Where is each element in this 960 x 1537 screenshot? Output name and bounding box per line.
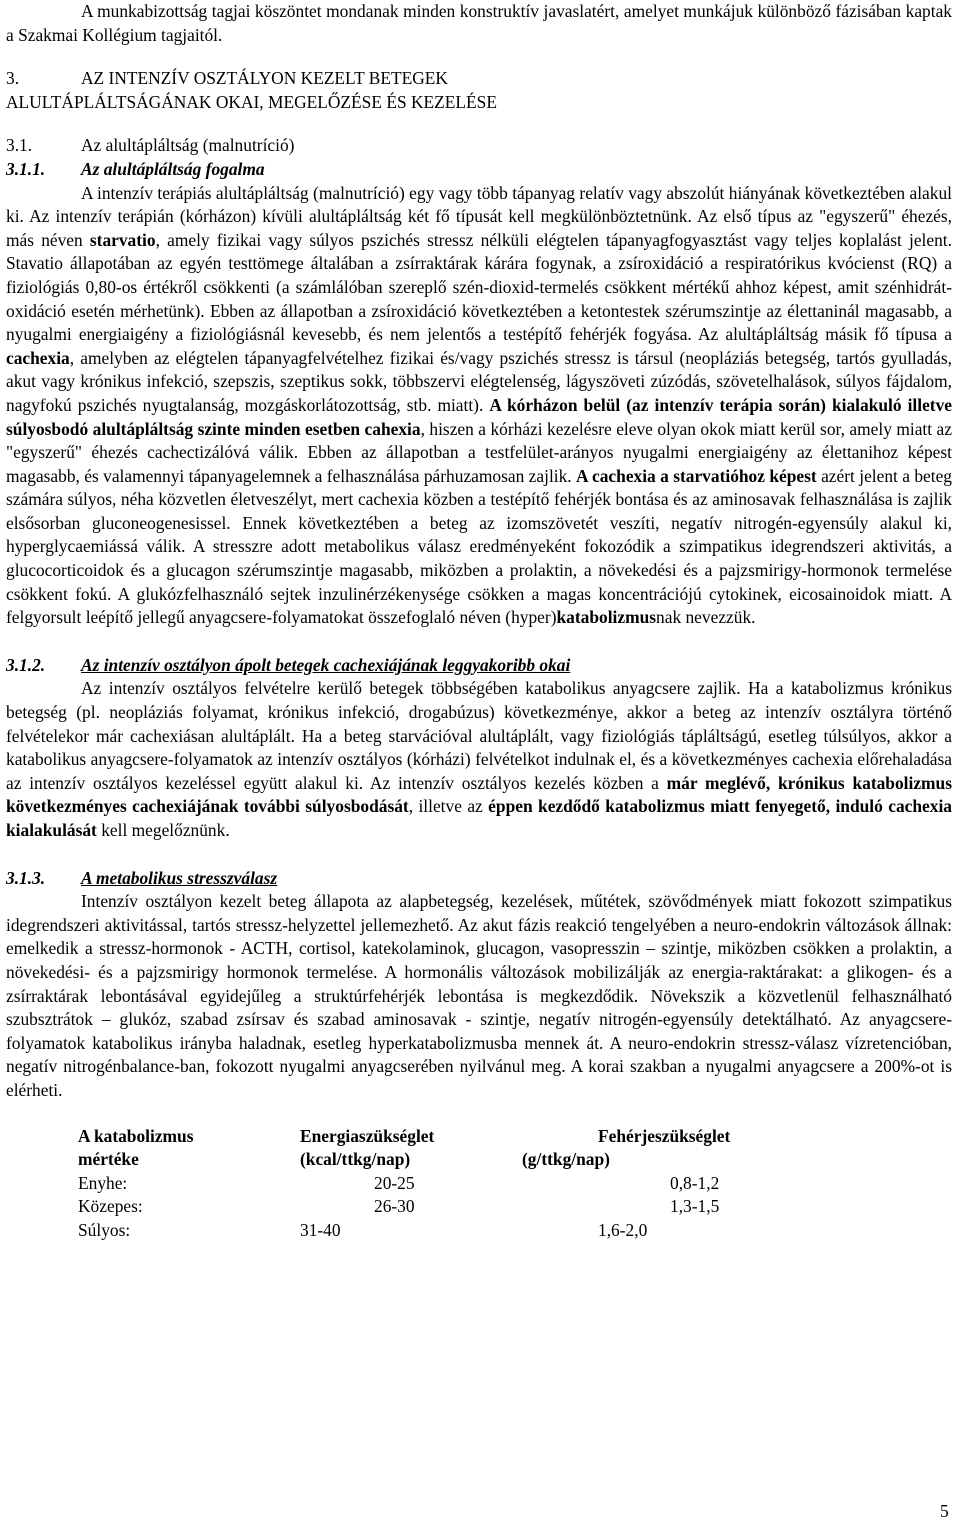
page-number: 5 (940, 1501, 949, 1521)
catabolism-table (78, 1125, 730, 1243)
table-row: Enyhe: 20-25 0,8-1,2 (78, 1172, 720, 1193)
intro-paragraph: A munkabizottság tagjai köszöntet mondanak minden konstruktív javaslatért, amelyet munkájuk különböző fázisában kaptak a Szakmai Kollégium tagjaitól. (6, 1, 952, 45)
section-number: 3.1.3. (6, 867, 46, 888)
table-header-row (78, 1125, 730, 1172)
chapter-heading (6, 67, 952, 114)
table-row: Súlyos: 31-40 1,6-2,0 (78, 1219, 648, 1240)
section-heading-3-1-1 (6, 158, 952, 182)
section-heading-3-1 (6, 134, 952, 158)
section-heading-3-1-2 (6, 654, 952, 678)
section-number: 3.1.2. (6, 654, 46, 675)
table-header-cell: Energiaszükséglet (kcal/ttkg/nap) (300, 1125, 435, 1170)
section-title: Az alultápláltság fogalma (81, 158, 265, 179)
section-title: A metabolikus stresszválasz (81, 867, 278, 888)
paragraph-3-1-1: A intenzív terápiás alultápláltság (malnutríció) egy vagy több tápanyag relatív vagy abszolút hiányának következtében alakul ki. Az intenzív terápián (kórházon) kívüli alultápláltság két fő típusát kell megkülönböztetnünk. Az első típus az "egyszerű" éhezés, más néven starvatio, amely fizikai vagy súlyos pszichés stressz nélküli elégtelen tápanyagfogyasztást vagy teljes koplalást jelent. Stavatio állapotában az egyén testtömege általában a zsírraktárak kárára fogynak, a zsíroxidáció a respiratórikus kvócienst (RQ) a fiziológiás 0,80-os értékről csökkenti (a számlálóban szereplő szén-dioxid-termelés csökkent mértékű ahhoz képest, amit szénhidrát-oxidáció esetén mérhetünk). Ebben az állapotban a zsíroxidáció következtében a ketontestek szérumszintje az élettaninál magasabb, a nyugalmi energiaigény a fiziológiásnál kevesebb, és nem jelentős a testépítő fehérjék fogyása. Az alultápláltság másik fő típusa a cachexia, amelyben az elégtelen tápanyagfelvételhez fizikai és/vagy pszichés stressz is társul (neopláziás betegség, tartós gyulladás, akut vagy krónikus infekció, szepszis, szeptikus sokk, többszervi elégtelenség, lágyszöveti zúzódás, szövetelhalások, súlyos fájdalom, nagyfokú pszichés nyugtalanság, mozgáskorlátozottság, stb. miatt). A kórházon belül (az intenzív terápia során) kialakuló illetve súlyosbodó alultápláltság szinte minden esetben cahexia, hiszen a kórházi kezelésre eleve olyan okok miatt kerül sor, amely miatt az "egyszerű" éhezés cachectizálóvá válik. Ebben az állapotban a testfelület-arányos nyugalmi energiaigény az élettanihoz képest magasabb, és valamennyi tápanyagelemnek a felhasználása párhuzamosan zajlik. A cachexia a starvatióhoz képest azért jelent a beteg számára súlyos, néha közvetlen életveszélyt, mert cachexia közben a testépítő fehérjék bontása és az aminosavak felhasználása is zajlik elsősorban gluconeogenesissel. Ennek következtében a beteg az izomszövetét veszíti, negatív nitrogén-egyensúly alakul ki, hyperglycaemiássá válik. A stresszre adott metabolikus válasz eredményeként fokozódik a szimpatikus idegrendszeri aktivitás, a glucocorticoidok és a glucagon szérumszintje magasabb, miközben a prolaktin, a növekedési és a pajzsmirigy-hormonok termelése csökkent fokú. A glukózfelhasználó sejtek inzulinérzékenysége csökken a magas koncentrációjú cytokinek, eicosainoidok miatt. A felgyorsult leépítő jellegű anyagcsere-folyamatokat összefoglaló néven (hyper)katabolizmusnak nevezzük. (6, 182, 953, 628)
section-heading-3-1-3 (6, 867, 952, 891)
chapter-number: 3. (6, 68, 20, 89)
table-row: Közepes: 26-30 1,3-1,5 (78, 1196, 720, 1217)
document-page (6, 0, 952, 1243)
section-title: Az alultápláltság (malnutríció) (81, 135, 295, 156)
section-number: 3.1. (6, 135, 33, 156)
table-header-cell: Fehérjeszükséglet (g/ttkg/nap) (522, 1125, 731, 1170)
section-number: 3.1.1. (6, 158, 46, 179)
chapter-title-line-1: AZ INTENZÍV OSZTÁLYON KEZELT BETEGEK (81, 68, 448, 89)
section-title: Az intenzív osztályon ápolt betegek cachexiájának leggyakoribb okai (81, 654, 571, 675)
paragraph-3-1-3: Intenzív osztályon kezelt beteg állapota az alapbetegség, kezelések, műtétek, szövődmények miatt fokozott szimpatikus idegrendszeri aktivitással, tartós stressz-helyzettel jellemezhető. Az akut fázis reakció tengelyében a neuro-endokrin változások állnak: emelkedik a stressz-hormonok - ACTH, cortisol, katekolaminok, glucagon, vasopresszin – szintje, miközben csökken a prolaktin, a növekedési- és a pajzsmirigy hormonok termelése. A hormonális változások mobilizálják az energia-raktárakat: a glikogen- és a zsírraktárak lebontásával egyidejűleg a struktúrfehérjék lebontása is megkezdődik. Növekszik a közvetlenül felhasználható szubsztrátok – glukóz, szabad zsírsav és szabad aminosavak - szintje, negatív nitrogén-egyensúly detektálható. Az anyagcsere-folyamatok katabolikus irányba haladnak, esetleg hyperkatabolizmusba mennek át. A neuro-endokrin stressz-válasz vízretencióban, negatív nitrogénbalance-ban, fokozott nyugalmi anyagcserében nyilvánul meg. A korai szakban a nyugalmi anyagcsere a 200%-ot is elérheti. (6, 891, 952, 1100)
paragraph-3-1-2: Az intenzív osztályos felvételre kerülő betegek többségében katabolikus anyagcsere zajlik. Ha a katabolizmus krónikus betegség (pl. neopláziás folyamat, krónikus infekció, drogabúzus) következménye, akkor a beteg az intenzív osztályra történő felvételekor már cachexiásan alultáplált. Ha a beteg starvációval alultáplált, vagy fiziológiás tápláltságú, esetleg túlsúlyos, akkor a katabolikus anyagcsere-folyamatok az intenzív osztályos (kórházi) felvételkot indulnak el, és a következményes cachexia előrehaladása az intenzív osztályos kezeléssel együtt alakul ki. Az intenzív osztályos kezelés közben a már meglévő, krónikus katabolizmus következményes cachexiájának további súlyosbodását, illetve az éppen kezdődő katabolizmus miatt fenyegető, induló cachexia kialakulását kell megelőznünk. (6, 678, 952, 840)
chapter-title-line-2: ALULTÁPLÁLTSÁGÁNAK OKAI, MEGELŐZÉSE ÉS KEZELÉSE (6, 91, 497, 112)
table-header-cell: A katabolizmus mértéke (78, 1125, 194, 1170)
